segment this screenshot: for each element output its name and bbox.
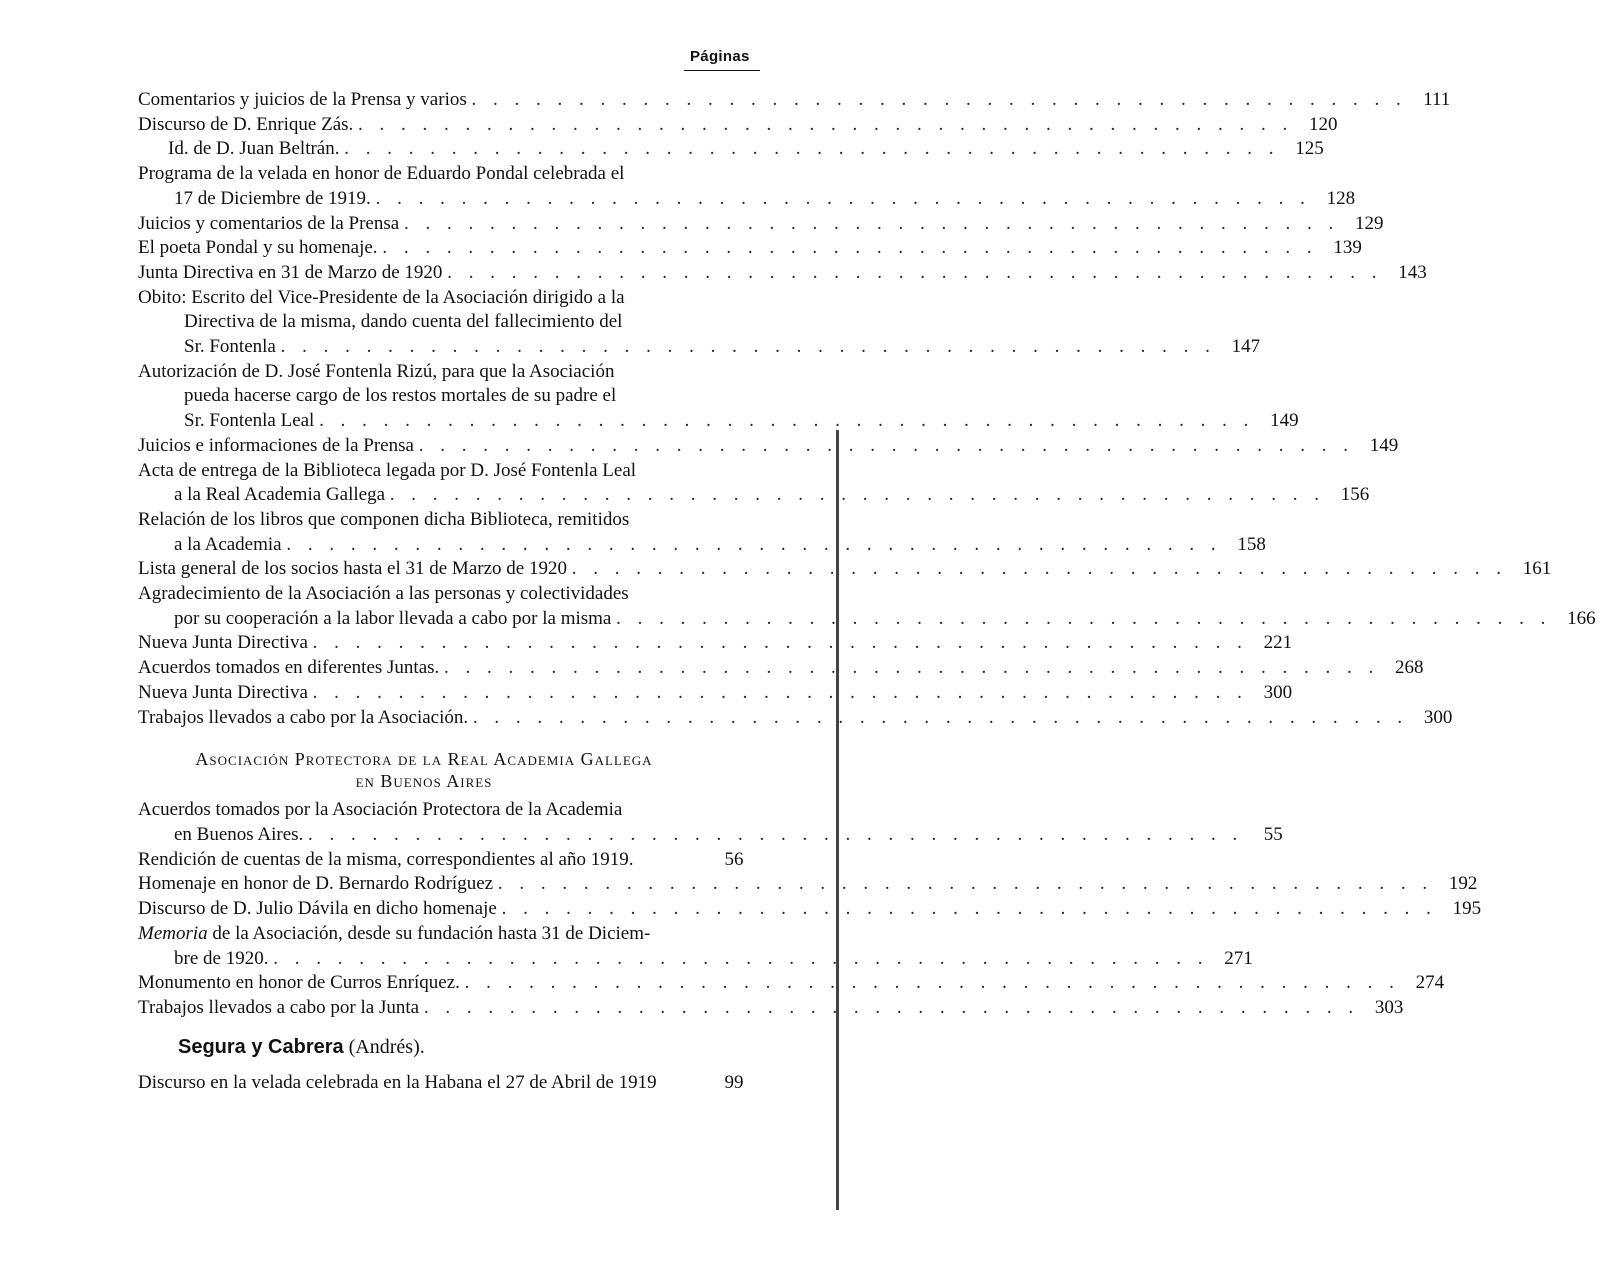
toc-entry-line-text: Lista general de los socios hasta el 31 de Marzo de 1920 [138, 558, 567, 580]
toc-page-number: 125 [1295, 138, 1324, 160]
toc-entry-text [138, 848, 708, 873]
toc-entry-text [138, 459, 1329, 508]
toc-entry [138, 996, 1404, 1021]
toc-page-number: 111 [1423, 89, 1451, 110]
toc-entry-line [138, 286, 1216, 311]
toc-entry [138, 971, 1445, 996]
toc-entry-line [138, 212, 1339, 237]
toc-entry-line-text: bre de 1920. [174, 947, 269, 969]
toc-entry-line [138, 706, 1408, 731]
toc-entry [138, 706, 1453, 731]
toc-entry-line [138, 409, 1254, 434]
toc-entry-line [138, 137, 1279, 162]
toc-entry-text [138, 971, 1404, 996]
toc-entry [138, 88, 1451, 113]
toc-entry [138, 360, 1299, 434]
dot-leader: . . . . . . . . . . . . . . . . . . . . . . . . . . . . . . . . . . . . . . . . . . . . [464, 972, 1400, 994]
toc-entry-line-text: 17 de Diciembre de 1919. [174, 187, 371, 209]
author-heading [178, 1033, 760, 1061]
toc-entry [138, 508, 1266, 557]
toc-entry [138, 582, 1596, 631]
toc-entry-line-text: Comentarios y juicios de la Prensa y varios [138, 89, 467, 110]
toc-entry [138, 681, 1293, 706]
toc-entry-line-text: Junta Directiva en 31 de Marzo de 1920 [138, 261, 443, 283]
toc-entry-line [138, 582, 1551, 607]
toc-page-number: 149 [1270, 410, 1299, 432]
toc-entry-text [138, 236, 1322, 261]
toc-entry-text [138, 162, 1315, 211]
toc-entry-text [138, 798, 1247, 847]
toc-page-number: 195 [1452, 898, 1482, 920]
toc-page-number: 129 [1354, 212, 1384, 234]
toc-entry-line-text: Monumento en honor de Curros Enríquez. [138, 972, 460, 994]
toc-entry-line-text: a la Real Academia Gallega [174, 484, 386, 506]
toc-entry-line-text: por su cooperación a la labor llevada a cabo por la misma [174, 607, 612, 629]
toc-entry [138, 798, 1283, 847]
dot-leader: . . . . . . . . . . . . . . . . . . . . . . . . . . . . . . . . . . . . . . . . . . . . [280, 336, 1216, 358]
toc-page-number: 268 [1395, 657, 1424, 679]
dot-leader: . . . . . . . . . . . . . . . . . . . . . . . . . . . . . . . . . . . . . . . . . . . . [501, 898, 1437, 920]
dot-leader: . . . . . . . . . . . . . . . . . . . . . . . . . . . . . . . . . . . . . . . . . . . . [273, 947, 1209, 969]
table-of-contents [138, 88, 1596, 1095]
toc-entry-text [138, 996, 1363, 1021]
toc-entry-line [138, 533, 1222, 558]
toc-entry [138, 656, 1424, 681]
toc-page-number: 274 [1415, 972, 1445, 994]
toc-entry-line [138, 384, 1254, 409]
dot-leader: . . . . . . . . . . . . . . . . . . . . . . . . . . . . . . . . . . . . . . . . . . . . [286, 533, 1222, 555]
toc-entry-line [138, 483, 1325, 508]
toc-entry-line [138, 631, 1248, 656]
toc-entry-line-text: El poeta Pondal y su homenaje. [138, 237, 378, 259]
toc-entry-line-text: Relación de los libros que componen dicha Biblioteca, remitidos [138, 508, 630, 530]
dot-leader: . . . . . . . . . . . . . . . . . . . . . . . . . . . . . . . . . . . . . . . . . . . . [616, 607, 1552, 629]
toc-entry-text [138, 286, 1220, 360]
toc-page-number: 139 [1333, 237, 1362, 259]
toc-page-number: 271 [1224, 947, 1253, 969]
dot-leader: . . . . . . . . . . . . . . . . . . . . . . . . . . . . . . . . . . . . . . . . . . . . [382, 237, 1318, 259]
toc-entry-line-text: pueda hacerse cargo de los restos mortales de su padre el [184, 385, 617, 407]
toc-entry-line [138, 947, 1208, 972]
toc-entry-line-text: Acta de entrega de la Biblioteca legada por D. José Fontenla Leal [138, 459, 637, 481]
dot-leader: . . . . . . . . . . . . . . . . . . . . . . . . . . . . . . . . . . . . . . . . . . . . [444, 657, 1380, 679]
toc-page-number: 303 [1374, 996, 1404, 1018]
toc-page-number: 120 [1309, 113, 1338, 135]
toc-entry-line-text: Programa de la velada en honor de Eduardo Pondal celebrada el [138, 163, 625, 185]
toc-entry-line-text: Discurso de D. Julio Dávila en dicho homenaje [138, 898, 497, 920]
dot-leader: . . . . . . . . . . . . . . . . . . . . . . . . . . . . . . . . . . . . . . . . . . . . [312, 632, 1248, 654]
toc-page-number: 158 [1237, 533, 1266, 555]
toc-entry [138, 434, 1399, 459]
toc-entry-line [138, 607, 1551, 632]
toc-page-number: 56 [724, 848, 744, 870]
dot-leader: . . . . . . . . . . . . . . . . . . . . . . . . . . . . . . . . . . . . . . . . . . . . [471, 89, 1407, 110]
toc-entry [138, 557, 1552, 582]
dot-leader: . . . . . . . . . . . . . . . . . . . . . . . . . . . . . . . . . . . . . . . . . . . . [308, 823, 1244, 845]
section-heading-line-2: en Buenos Aires [355, 771, 493, 792]
toc-entry-line [138, 187, 1311, 212]
toc-entry-text [138, 137, 1283, 162]
toc-entry-line [138, 459, 1325, 484]
toc-entry-text [138, 88, 1411, 113]
toc-entry-line-text: Trabajos llevados a cabo por la Junta [138, 996, 420, 1018]
toc-page-number: 149 [1369, 434, 1399, 456]
toc-entry-text [138, 212, 1343, 237]
toc-entry-line [138, 310, 1216, 335]
toc-page-number: 221 [1263, 632, 1293, 654]
toc-list-protectora [138, 798, 1482, 1020]
page-column-header: Páginas [690, 48, 750, 65]
toc-entry-line [138, 113, 1293, 138]
toc-entry-line-text: Acuerdos tomados en diferentes Juntas. [138, 657, 440, 679]
toc-entry-line-text: Autorización de D. José Fontenla Rizú, para que la Asociación [138, 360, 615, 382]
toc-entry-text [138, 656, 1383, 681]
toc-entry [138, 459, 1370, 508]
toc-entry-text [138, 706, 1412, 731]
toc-entry-line-text: Juicios e informaciones de la Prensa [138, 434, 414, 456]
toc-entry-line-text: Trabajos llevados a cabo por la Asociación. [138, 706, 469, 728]
toc-entry-text [138, 897, 1441, 922]
toc-entry [138, 848, 760, 873]
toc-entry [138, 872, 1478, 897]
toc-page-number: 166 [1567, 607, 1596, 629]
dot-leader: . . . . . . . . . . . . . . . . . . . . . . . . . . . . . . . . . . . . . . . . . . . . [447, 261, 1383, 283]
toc-entry-line-text: Nueva Junta Directiva [138, 681, 308, 703]
toc-entry [138, 1071, 760, 1096]
toc-entry [138, 897, 1482, 922]
toc-entry [138, 137, 1324, 162]
toc-entry [138, 631, 1293, 656]
toc-page-number: 55 [1263, 823, 1283, 845]
toc-entry-line-text: Rendición de cuentas de la misma, correspondientes al año 1919. [138, 848, 634, 870]
toc-entry-line [138, 236, 1318, 261]
dot-leader: . . . . . . . . . . . . . . . . . . . . . . . . . . . . . . . . . . . . . . . . . . . . [358, 113, 1294, 135]
toc-entry-line [138, 335, 1216, 360]
dot-leader: . . . . . . . . . . . . . . . . . . . . . . . . . . . . . . . . . . . . . . . . . . . . [571, 558, 1507, 580]
author-surname: Segura y Cabrera [178, 1035, 344, 1058]
toc-page-number: 147 [1231, 336, 1261, 358]
author-given-name: (Andrés). [348, 1035, 425, 1058]
toc-entry-line-text: Sr. Fontenla Leal [184, 410, 315, 432]
toc-entry-line-text: Juicios y comentarios de la Prensa [138, 212, 400, 234]
dot-leader: . . . . . . . . . . . . . . . . . . . . . . . . . . . . . . . . . . . . . . . . . . . . [344, 138, 1280, 160]
toc-entry-line-text: Id. de D. Juan Beltrán. [168, 138, 340, 160]
toc-entry-text [138, 1071, 708, 1096]
toc-entry-line-text: Obito: Escrito del Vice-Presidente de la Asociación dirigido a la [138, 286, 625, 308]
toc-entry-line-text: Sr. Fontenla [184, 336, 276, 358]
dot-leader: . . . . . . . . . . . . . . . . . . . . . . . . . . . . . . . . . . . . . . . . . . . . [389, 484, 1326, 506]
toc-entry-line [138, 557, 1507, 582]
section-heading-line-1: Asociación Protectora de la Real Academia Gallega [195, 749, 653, 770]
toc-entry-line [138, 971, 1400, 996]
section-heading [138, 748, 760, 792]
toc-entry-line [138, 656, 1379, 681]
toc-page-number: 192 [1448, 873, 1478, 895]
toc-entry-line [138, 88, 1407, 113]
toc-list-main [138, 88, 1596, 730]
toc-entry-text [138, 508, 1226, 557]
toc-entry-line [138, 681, 1248, 706]
toc-entry-line [138, 798, 1243, 823]
toc-page-number: 300 [1423, 706, 1453, 728]
toc-entry-text [138, 582, 1555, 631]
toc-entry-line-text: Directiva de la misma, dando cuenta del fallecimiento del [184, 311, 623, 333]
toc-entry [138, 212, 1384, 237]
header-rule [684, 70, 760, 71]
toc-entry-line [138, 996, 1359, 1021]
toc-entry-line-text: en Buenos Aires. [174, 823, 304, 845]
toc-entry-line-text: Homenaje en honor de D. Bernardo Rodríguez [138, 873, 494, 895]
toc-entry-line [138, 261, 1382, 286]
toc-entry-text [138, 681, 1252, 706]
toc-entry-line-text: a la Academia [174, 533, 282, 555]
toc-entry [138, 286, 1261, 360]
toc-entry-line [138, 872, 1433, 897]
toc-entry-line [138, 848, 704, 873]
toc-entry-line [138, 922, 1208, 947]
toc-entry-text [138, 434, 1358, 459]
dot-leader: . . . . . . . . . . . . . . . . . . . . . . . . . . . . . . . . . . . . . . . . . . . . [423, 996, 1360, 1018]
toc-entry-text [138, 360, 1258, 434]
toc-page-number: 161 [1522, 558, 1552, 580]
toc-entry-italic-word: Memoria [138, 922, 208, 944]
toc-entry [138, 162, 1356, 211]
toc-entry-line-text: Agradecimiento de la Asociación a las personas y colectividades [138, 583, 629, 605]
toc-entry [138, 113, 1338, 138]
toc-page-number: 300 [1263, 681, 1293, 703]
toc-entry-text [138, 631, 1252, 656]
dot-leader: . . . . . . . . . . . . . . . . . . . . . . . . . . . . . . . . . . . . . . . . . . . . [418, 434, 1354, 456]
toc-entry-line [138, 360, 1254, 385]
toc-entry-line-text: Nueva Junta Directiva [138, 632, 308, 654]
toc-entry-text [138, 261, 1386, 286]
toc-entry-text [138, 557, 1511, 582]
toc-entry-line [138, 508, 1222, 533]
dot-leader: . . . . . . . . . . . . . . . . . . . . . . . . . . . . . . . . . . . . . . . . . . . . [319, 410, 1255, 432]
toc-entry-line-text: de la Asociación, desde su fundación hasta 31 de Diciem- [212, 922, 651, 944]
dot-leader: . . . . . . . . . . . . . . . . . . . . . . . . . . . . . . . . . . . . . . . . . . . . [375, 187, 1311, 209]
toc-entry-line-text: Discurso de D. Enrique Zás. [138, 113, 354, 135]
toc-page-number: 128 [1326, 187, 1356, 209]
dot-leader: . . . . . . . . . . . . . . . . . . . . . . . . . . . . . . . . . . . . . . . . . . . . [403, 212, 1340, 234]
toc-entry-line: Discurso en la velada celebrada en la Habana el 27 de Abril de 1919 [138, 1071, 657, 1093]
toc-entry [138, 261, 1427, 286]
toc-page-number: 156 [1340, 484, 1370, 506]
toc-entry-line [138, 434, 1354, 459]
dot-leader: . . . . . . . . . . . . . . . . . . . . . . . . . . . . . . . . . . . . . . . . . . . . [312, 681, 1248, 703]
toc-entry-text [138, 922, 1212, 971]
toc-entry-line [138, 162, 1311, 187]
toc-page-number: 143 [1398, 261, 1427, 283]
dot-leader: . . . . . . . . . . . . . . . . . . . . . . . . . . . . . . . . . . . . . . . . . . . . [472, 706, 1409, 728]
toc-entry-line-text: Acuerdos tomados por la Asociación Protectora de la Academia [138, 799, 623, 821]
toc-page-number: 99 [724, 1071, 744, 1093]
toc-entry [138, 236, 1362, 261]
dot-leader: . . . . . . . . . . . . . . . . . . . . . . . . . . . . . . . . . . . . . . . . . . . . [497, 873, 1434, 895]
toc-entry-line [138, 897, 1437, 922]
toc-entry [138, 922, 1253, 971]
toc-entry-text [138, 113, 1297, 138]
toc-entry-line [138, 823, 1243, 848]
toc-entry-text [138, 872, 1437, 897]
